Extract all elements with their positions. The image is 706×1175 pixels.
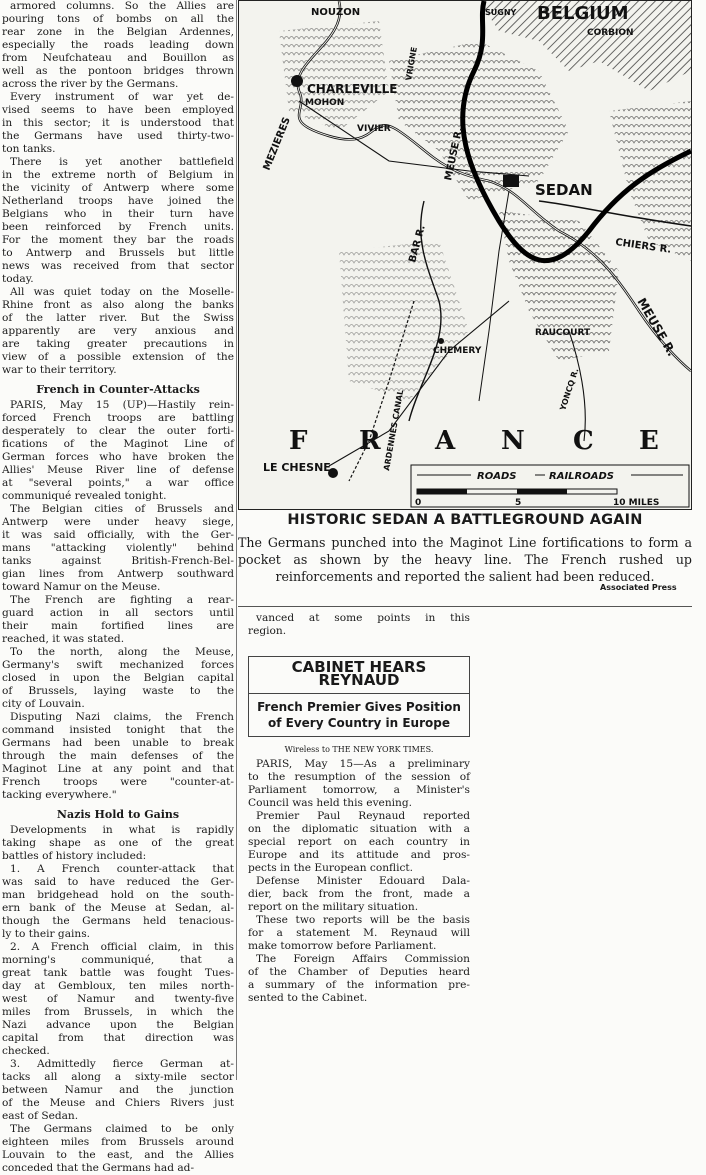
text-line: to the resumption of the session of xyxy=(248,771,470,783)
scale-label-10-miles: 10 MILES xyxy=(613,498,660,508)
text-line: Maginot Line at any point and that xyxy=(2,763,234,775)
town-marker-chemery xyxy=(438,338,444,344)
photo-credit: Associated Press xyxy=(600,583,677,592)
text-line: been reinforced by French units. xyxy=(2,221,234,233)
label-france-f: F xyxy=(289,426,308,456)
paragraph xyxy=(248,758,470,810)
text-line: pouring tons of bombs on all the xyxy=(2,13,234,25)
hill-terrain xyxy=(339,241,469,401)
column-rule xyxy=(236,0,237,1080)
paragraph xyxy=(2,646,234,711)
text-line: was said to have reduced the Ger- xyxy=(2,876,234,888)
left-article-column xyxy=(2,0,234,1174)
text-line: Germany's swift mechanized forces xyxy=(2,659,234,671)
text-line: Every instrument of war yet de- xyxy=(10,91,234,103)
text-line: 2. A French official claim, in this xyxy=(10,941,234,953)
text-line: miles from Brussels, in which the xyxy=(2,1006,234,1018)
text-line: The French are fighting a rear- xyxy=(10,594,234,606)
text-line: command insisted tonight that the xyxy=(2,724,234,736)
text-line: it was said officially, with the Ger- xyxy=(2,529,234,541)
text-line: closed in upon the Belgian capital xyxy=(2,672,234,684)
label-france-n: N xyxy=(501,426,525,456)
wireless-credit: Wireless to THE NEW YORK TIMES. xyxy=(284,745,434,754)
text-line: eighteen miles from Brussels around xyxy=(2,1136,234,1148)
text-line: PARIS, May 15—As a preliminary xyxy=(256,758,470,770)
label-sugny: SUGNY xyxy=(485,8,517,17)
text-line: morning's communiqué, that a xyxy=(2,954,234,966)
text-line: toward Namur on the Meuse. xyxy=(2,581,161,593)
text-line: tacks all along a sixty-mile sector xyxy=(2,1071,234,1083)
label-belgium: BELGIUM xyxy=(537,3,629,24)
text-line: from Neufchateau and Bouillon as xyxy=(2,52,234,64)
text-line: communiqué revealed tonight. xyxy=(2,490,167,502)
text-line: battles of history included: xyxy=(2,850,147,862)
text-line: of the Chamber of Deputies heard xyxy=(248,966,470,978)
caption-body: The Germans punched into the Maginot Line fortifications to form a pocket as shown by the heavy line. The French rushed up reinforcements and reported the salient had been reduced. xyxy=(238,535,692,584)
text-line: news was received from that sector xyxy=(2,260,234,272)
paragraph xyxy=(2,1123,234,1175)
text-line: through the main defenses of the xyxy=(2,750,234,762)
label-mezieres: MEZIERES xyxy=(261,115,293,173)
label-yoncq-river: YONCQ R. xyxy=(558,367,581,412)
text-line: armored columns. So the Allies are xyxy=(10,0,234,12)
text-line: tacking everywhere." xyxy=(2,789,117,801)
paragraph xyxy=(2,156,234,286)
text-line: German forces who have broken the xyxy=(2,451,234,463)
legend-roads: ROADS xyxy=(477,471,517,482)
text-line: today. xyxy=(2,273,34,285)
text-line: The Germans claimed to be only xyxy=(10,1123,234,1135)
paragraph xyxy=(2,824,234,863)
label-le-chesne: LE CHESNE xyxy=(263,461,331,474)
label-france-c: C xyxy=(573,426,594,456)
text-line: pects in the European conflict. xyxy=(248,862,414,874)
text-line: day at Gembloux, ten miles north- xyxy=(2,980,234,992)
cabinet-subheadline: French Premier Gives Position of Every Country in Europe xyxy=(257,700,461,730)
text-line: apparently are very anxious and xyxy=(2,325,234,337)
label-france-r: R xyxy=(359,426,381,456)
label-corbion: CORBION xyxy=(587,28,634,38)
map-drawing xyxy=(239,1,691,509)
text-line: PARIS, May 15 (UP)—Hastily rein- xyxy=(10,399,234,411)
label-france-a: A xyxy=(435,426,456,456)
label-bar-river: BAR R. xyxy=(407,223,428,264)
text-line: for a statement M. Reynaud will xyxy=(248,927,470,939)
label-nouzon: NOUZON xyxy=(311,7,361,18)
text-line: Antwerp were under heavy siege, xyxy=(2,516,234,528)
text-line: conceded that the Germans had ad- xyxy=(2,1162,195,1174)
text-line: Europe and its attitude and pros- xyxy=(248,849,470,861)
sedan-map xyxy=(238,0,692,510)
text-line: Rhine front as also along the banks xyxy=(2,299,234,311)
text-line: forced French troops are battling xyxy=(2,412,234,424)
text-line: The Belgian cities of Brussels and xyxy=(10,503,234,515)
paragraph xyxy=(2,863,234,941)
text-line: All was quiet today on the Moselle- xyxy=(10,286,234,298)
text-line: 1. A French counter-attack that xyxy=(10,863,234,875)
label-meuse-river-upper: MEUSE R. xyxy=(443,126,466,182)
text-line: Disputing Nazi claims, the French xyxy=(10,711,234,723)
text-line: region. xyxy=(248,625,287,637)
subheading-french-counter-attacks: French in Counter-Attacks xyxy=(36,383,200,396)
text-line: great tank battle was fought Tues- xyxy=(2,967,234,979)
continuation-text xyxy=(248,612,470,638)
text-line: Nazi advance upon the Belgian xyxy=(2,1019,234,1031)
text-line: their main fortified lines are xyxy=(2,620,234,632)
label-sedan: SEDAN xyxy=(535,181,593,199)
paragraph xyxy=(248,914,470,953)
text-line: gian lines from Antwerp southward xyxy=(2,568,234,580)
text-line: are taking greater precautions in xyxy=(2,338,234,350)
paragraph xyxy=(2,711,234,802)
text-line: The Foreign Affairs Commission xyxy=(256,953,470,965)
label-vrigne: VRIGNE xyxy=(404,46,419,82)
text-line: Premier Paul Reynaud reported xyxy=(256,810,470,822)
right-article-column xyxy=(248,612,470,1005)
text-line: dier, back from the front, made a xyxy=(248,888,470,900)
paragraph xyxy=(2,286,234,377)
text-line: Belgians who in their turn have xyxy=(2,208,234,220)
hill-terrain xyxy=(499,211,619,361)
text-line: between Namur and the junction xyxy=(2,1084,234,1096)
scale-label-5: 5 xyxy=(515,498,522,508)
text-line: vanced at some points in this xyxy=(256,612,470,624)
section-divider xyxy=(238,606,692,607)
text-line: make tomorrow before Parliament. xyxy=(248,940,437,952)
label-chemery: CHEMERY xyxy=(433,346,482,356)
town-marker-sedan xyxy=(503,175,519,187)
text-line: report on the military situation. xyxy=(248,901,419,913)
caption-headline: HISTORIC SEDAN A BATTLEGROUND AGAIN xyxy=(287,512,643,528)
text-line: the vicinity of Antwerp where some xyxy=(2,182,234,194)
text-line: Developments in what is rapidly xyxy=(10,824,234,836)
text-line: checked. xyxy=(2,1045,50,1057)
text-line: ly to their gains. xyxy=(2,928,91,940)
cabinet-headline: CABINET HEARS REYNAUD xyxy=(249,657,469,694)
paragraph xyxy=(2,941,234,1058)
label-france-e: E xyxy=(639,426,659,456)
text-line: a summary of the information pre- xyxy=(248,979,470,991)
text-line: in this sector; it is understood that xyxy=(2,117,234,129)
text-line: To the north, along the Meuse, xyxy=(10,646,234,658)
text-line: east of Sedan. xyxy=(2,1110,79,1122)
text-line: of the latter river. But the Swiss xyxy=(2,312,234,324)
label-mohon: MOHON xyxy=(305,98,345,108)
text-line: especially the roads leading down xyxy=(2,39,234,51)
subheading-nazis-hold-to-gains: Nazis Hold to Gains xyxy=(56,808,180,821)
text-line: of the Meuse and Chiers Rivers just xyxy=(2,1097,234,1109)
text-line: Parliament tomorrow, a Minister's xyxy=(248,784,470,796)
text-line: across the river by the Germans. xyxy=(2,78,179,90)
label-vivier: VIVIER xyxy=(357,124,391,134)
text-line: Defense Minister Edouard Dala- xyxy=(256,875,470,887)
text-line: French troops were "counter-at- xyxy=(2,776,234,788)
text-line: of Brussels, laying waste to the xyxy=(2,685,234,697)
paragraph xyxy=(2,91,234,156)
label-chiers-river: CHIERS R. xyxy=(614,237,672,256)
text-line: taking shape as one of the great xyxy=(2,837,234,849)
paragraph xyxy=(248,875,470,914)
text-line: Council was held this evening. xyxy=(248,797,413,809)
paragraph xyxy=(248,810,470,875)
label-raucourt: RAUCOURT xyxy=(535,328,591,338)
text-line: tanks against British-French-Bel- xyxy=(2,555,234,567)
text-line: ton tanks. xyxy=(2,143,56,155)
text-line: reached, it was stated. xyxy=(2,633,125,645)
label-ardennes-canal: ARDENNES CANAL xyxy=(382,389,406,472)
paragraph xyxy=(2,0,234,91)
paragraph xyxy=(2,503,234,594)
text-line: well as the pontoon bridges thrown xyxy=(2,65,234,77)
text-line: vised seems to have been employed xyxy=(2,104,234,116)
legend-railroads: RAILROADS xyxy=(549,471,614,482)
text-line: to Antwerp and Brussels but little xyxy=(2,247,234,259)
text-line: Netherland troops have joined the xyxy=(2,195,234,207)
map-caption xyxy=(238,512,692,585)
text-line: man bridgehead hold on the south- xyxy=(2,889,234,901)
text-line: view of a possible extension of the xyxy=(2,351,234,363)
text-line: special report on each country in xyxy=(248,836,470,848)
label-charleville: CHARLEVILLE xyxy=(307,82,398,96)
paragraph xyxy=(2,594,234,646)
text-line: though the Germans held tenacious- xyxy=(2,915,234,927)
text-line: Germans had been unable to break xyxy=(2,737,234,749)
text-line: sented to the Cabinet. xyxy=(248,992,368,1004)
text-line: These two reports will be the basis xyxy=(256,914,470,926)
scale-label-0: 0 xyxy=(415,498,422,508)
text-line: in the extreme north of Belgium in xyxy=(2,169,234,181)
text-line: city of Louvain. xyxy=(2,698,85,710)
text-line: mans "attacking violently" behind xyxy=(2,542,234,554)
paragraph xyxy=(2,399,234,503)
text-line: west of Namur and twenty-five xyxy=(2,993,234,1005)
text-line: at "several points," a war office xyxy=(2,477,234,489)
text-line: 3. Admittedly fierce German at- xyxy=(10,1058,234,1070)
text-line: capital from that direction was xyxy=(2,1032,234,1044)
label-meuse-river-lower: MEUSE R. xyxy=(634,295,679,359)
text-line: on the diplomatic situation with a xyxy=(248,823,470,835)
text-line: There is yet another battlefield xyxy=(10,156,234,168)
text-line: rear zone in the Belgian Ardennes, xyxy=(2,26,234,38)
text-line: For the moment they bar the roads xyxy=(2,234,234,246)
text-line: war to their territory. xyxy=(2,364,117,376)
town-marker-charleville xyxy=(291,75,303,87)
paragraph xyxy=(2,1058,234,1123)
text-line: Louvain to the east, and the Allies xyxy=(2,1149,234,1161)
text-line: Allies' Meuse River line of defense xyxy=(2,464,234,476)
paragraph xyxy=(248,953,470,1005)
text-line: the Germans have used thirty-two- xyxy=(2,130,234,142)
cabinet-headline-box xyxy=(248,656,470,737)
text-line: desperately to clear the outer forti- xyxy=(2,425,234,437)
text-line: ern bank of the Meuse at Sedan, al- xyxy=(2,902,234,914)
text-line: guard action in all sectors until xyxy=(2,607,234,619)
text-line: fications of the Maginot Line of xyxy=(2,438,234,450)
